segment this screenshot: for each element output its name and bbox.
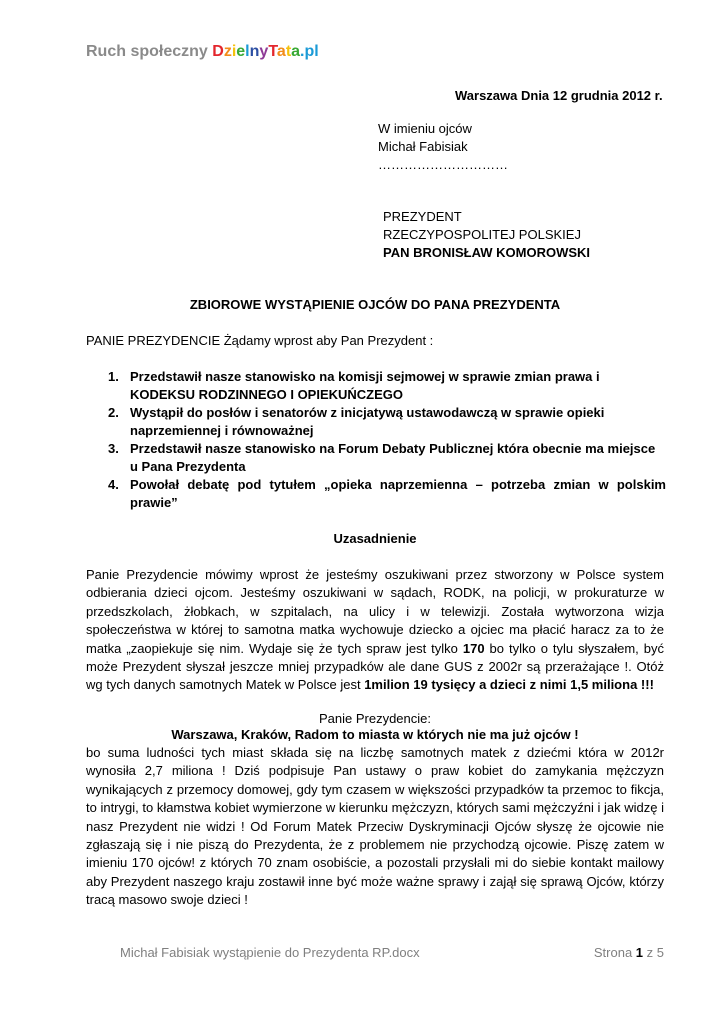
logo-letter: .pl [300,43,319,60]
recipient-name: PAN BRONISŁAW KOMOROWSKI [383,245,591,260]
list-item-text: Powołał debatę pod tytułem „opieka naprzemienna – potrzeba zmian w polskim prawie” [130,477,666,510]
list-item-text: Wystąpił do posłów i senatorów z inicjatywą ustawodawczą w sprawie opieki naprzemiennej i równoważnej [130,405,605,438]
logo-letter: i [231,43,237,60]
logo-letter: y [259,43,269,60]
logo-letter: T [268,43,277,60]
logo-letter: l [245,43,250,60]
logo-letter: a [291,43,301,60]
document-title: ZBIOROWE WYSTĄPIENIE OJCÓW DO PANA PREZYDENTA [189,297,561,312]
total-pages: 5 [656,945,664,960]
list-number: 2. [108,405,119,420]
sender-signature-line: ………………………… [378,157,508,172]
list-item [86,476,666,512]
page-prefix: Strona [593,945,636,960]
list-number: 4. [108,477,119,492]
list-item [86,404,666,440]
list-item-text: Przedstawił nasze stanowisko na komisji sejmowej w sprawie zmian prawa i KODEKSU RODZINNEGO I OPIEKUŃCZEGO [130,369,600,402]
justification-heading: Uzasadnienie [333,531,417,546]
logo-letter: a [276,43,286,60]
sender-name: Michał Fabisiak [378,139,468,154]
logo-letter: D [212,43,224,60]
header-prefix: Ruch społeczny [86,43,213,60]
address-line: Panie Prezydencie: [318,711,431,726]
cities-line: Warszawa, Kraków, Radom to miasta w których nie ma już ojców ! [171,727,579,742]
current-page: 1 [635,945,644,960]
header-brand [86,42,319,62]
list-item [86,440,666,476]
page-separator: z [643,945,657,960]
list-number: 1. [108,369,119,384]
recipient-line-1: PREZYDENT [383,209,462,224]
paragraph-1-text-2: bo tylko o tylu słyszałem, być może Prezydent słyszał jeszcze mniej przypadków ale dane GUS z 2002r są przerażające !. Otóż wg tych danych samotnych Matek w Polsce jest [86,640,664,693]
paragraph-1 [86,566,664,695]
paragraph-1-text: Panie Prezydencie mówimy wprost że jesteśmy oszukiwani przez stworzony w Polsce system odbierania dzieci ojcom. Jesteśmy oszukiwani w sądach, RODK, na policji, w prokuraturze w przedszkolach, żłobkach, w szpitalach, na ulicy i w telewizji. Została wytworzona wizja społeczeństwa w której to samotna matka wychowuje dziecko a ojciec ma płacić haracz za to że matka „zaopiekuje się nim. Wydaje się że tych spraw jest tylko [86,567,664,656]
list-item [86,368,666,404]
logo-letter: z [223,43,232,60]
dzielnytata-logo [212,43,318,60]
logo-letter: e [236,43,246,60]
logo-letter: n [249,43,260,60]
date-line: Warszawa Dnia 12 grudnia 2012 r. [455,88,663,103]
demands-list [86,368,666,512]
paragraph-1-bold-stats: 1milion 19 tysięcy a dzieci z nimi 1,5 miliona !!! [364,677,654,693]
list-number: 3. [108,441,119,456]
recipient-line-2: RZECZYPOSPOLITEJ POLSKIEJ [383,227,581,242]
footer-page-number [594,945,664,961]
paragraph-2: bo suma ludności tych miast składa się na liczbę samotnych matek z dziećmi która w 2012r wynosiła 2,7 miliona ! Dziś podpisuje Pan ustawy o praw kobiet do zamykania mężczyzn wynikających z przemocy domowej, gdy tym czasem w większości przypadków ta przemoc to fikcja, to intrygi, to kłamstwa kobiet wymierzone w kierunku mężczyzn, których sami mężczyźni i jak widzę i nasz Prezydent nie widzi ! Od Forum Matek Przeciw Dyskryminacji Ojców słyszę że ojcowie nie zgłaszają się i nie piszą do Prezydenta, że z problemem nie przychodzą ojcowie. Piszę zatem w imieniu 170 ojców! z których 70 znam osobiście, a pozostali przysłali mi do siebie kontakt mailowy aby Prezydent naszego kraju zostawił inne być może ważne sprawy i zajął się sprawą Ojców, którzy tracą masowo swoje dzieci ! [86,745,664,908]
sender-line-1: W imieniu ojców [378,121,472,136]
intro-line: PANIE PREZYDENCIE Żądamy wprost aby Pan Prezydent : [86,333,434,348]
list-item-text: Przedstawił nasze stanowisko na Forum Debaty Publicznej która obecnie ma miejsce u Pana Prezydenta [130,441,656,474]
footer-document-name: Michał Fabisiak wystąpienie do Prezydenta RP.docx [120,945,420,960]
paragraph-1-bold-count: 170 [462,640,485,656]
logo-letter: t [285,43,292,60]
